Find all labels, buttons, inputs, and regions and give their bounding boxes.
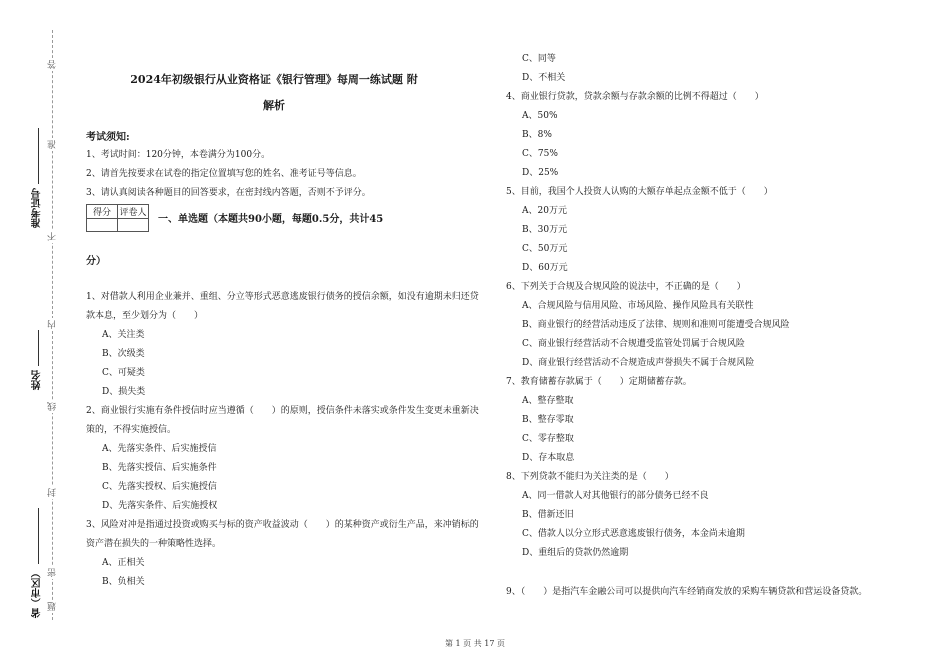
left-column <box>86 70 486 592</box>
title-line: 2024年初级银行从业资格证《银行管理》每周一练试题 附 <box>130 73 418 86</box>
answer-option[interactable]: A、同一借款人对其他银行的部分债务已经不良 <box>522 491 709 501</box>
notice-item: 3、请认真阅读各种题目的回答要求，在密封线内答题，否则不予评分。 <box>86 188 371 198</box>
binding-margin <box>0 0 80 671</box>
answer-option[interactable]: B、8% <box>522 130 552 140</box>
question-8 <box>506 468 926 563</box>
notice-item: 1、考试时间：120分钟，本卷满分为100分。 <box>86 150 271 160</box>
answer-option[interactable]: D、存本取息 <box>522 453 575 463</box>
name-field[interactable] <box>38 330 39 366</box>
province-label: 省（市区） <box>32 568 43 618</box>
question-stem: 1、对借款人利用企业兼并、重组、分立等形式恶意逃废银行债务的授信余额，如没有逾期未归还贷款本息，至少划分为（ ） <box>86 292 479 321</box>
question-stem: 7、教育储蓄存款属于（ ）定期储蓄存款。 <box>506 377 692 387</box>
question-stem: 2、商业银行实施有条件授信时应当遵循（ ）的原则，授信条件未落实或条件发生变更未重新决策的，不得实施授信。 <box>86 406 479 435</box>
answer-option[interactable]: B、借新还旧 <box>522 510 574 520</box>
answer-option[interactable]: A、整存整取 <box>522 396 574 406</box>
title-line: 解析 <box>263 99 285 112</box>
seal-mark: 密 <box>48 568 58 577</box>
seal-mark: 不 <box>48 232 58 241</box>
seal-mark: 封 <box>48 488 58 497</box>
score-table <box>86 204 149 232</box>
seal-mark: 题 <box>48 602 58 611</box>
exam-number-label: 准考证号 <box>32 188 43 228</box>
grader-header: 评卷人 <box>118 205 149 219</box>
answer-option[interactable]: D、60万元 <box>522 263 568 273</box>
question-stem: 4、商业银行贷款，贷款余额与存款余额的比例不得超过（ ） <box>506 92 764 102</box>
answer-option[interactable]: B、30万元 <box>522 225 568 235</box>
score-header: 得分 <box>87 205 118 219</box>
page-footer: 第 1 页 共 17 页 <box>445 639 505 648</box>
question-7 <box>506 373 926 468</box>
seal-mark: 内 <box>48 320 58 329</box>
page-title <box>104 70 444 116</box>
score-row <box>86 204 486 234</box>
answer-option[interactable]: D、重组后的贷款仍然逾期 <box>522 548 629 558</box>
seal-mark: 答 <box>48 60 58 69</box>
answer-option[interactable]: B、整存零取 <box>522 415 574 425</box>
notice-heading: 考试须知: <box>86 132 130 143</box>
name-label: 姓名 <box>32 370 43 390</box>
province-field[interactable] <box>38 508 39 564</box>
right-column <box>506 50 926 602</box>
answer-option[interactable]: C、75% <box>522 149 558 159</box>
question-5 <box>506 183 926 278</box>
answer-option[interactable]: C、50万元 <box>522 244 568 254</box>
answer-option[interactable]: A、关注类 <box>102 330 145 340</box>
question-stem: 3、风险对冲是指通过投资或购买与标的资产收益波动（ ）的某种资产或衍生产品，来冲销标的资产潜在损失的一种策略性选择。 <box>86 520 479 549</box>
question-stem: 6、下列关于合规及合规风险的说法中，不正确的是（ ） <box>506 282 746 292</box>
answer-option[interactable]: D、商业银行经营活动不合规造成声誉损失不属于合规风险 <box>522 358 755 368</box>
answer-option[interactable]: A、50% <box>522 111 558 121</box>
notice-item: 2、请首先按要求在试卷的指定位置填写您的姓名、准考证号等信息。 <box>86 169 362 179</box>
answer-option[interactable]: A、合规风险与信用风险、市场风险、操作风险具有关联性 <box>522 301 754 311</box>
grader-cell[interactable] <box>118 219 149 232</box>
question-3 <box>86 516 486 592</box>
answer-option[interactable]: D、先落实条件、后实施授权 <box>102 501 218 511</box>
answer-option[interactable]: D、不相关 <box>522 73 566 83</box>
section-heading-tail: 分） <box>86 256 106 267</box>
answer-option[interactable]: C、商业银行经营活动不合规遭受监管处罚属于合规风险 <box>522 339 745 349</box>
answer-option[interactable]: D、损失类 <box>102 387 146 397</box>
exam-number-field[interactable] <box>38 128 39 184</box>
answer-option[interactable]: B、先落实授信、后实施条件 <box>102 463 217 473</box>
answer-option[interactable]: B、商业银行的经营活动违反了法律、规则和准则可能遭受合规风险 <box>522 320 790 330</box>
question-2 <box>86 402 486 516</box>
question-6 <box>506 278 926 373</box>
answer-option[interactable]: C、零存整取 <box>522 434 574 444</box>
question-9-stem: 9、（ ）是指汽车金融公司可以提供向汽车经销商发放的采购车辆贷款和营运设备贷款。 <box>506 587 868 597</box>
answer-option[interactable]: B、次级类 <box>102 349 145 359</box>
answer-option[interactable]: C、先落实授权、后实施授信 <box>102 482 217 492</box>
seal-mark: 线 <box>48 402 58 411</box>
answer-option[interactable]: A、正相关 <box>102 558 145 568</box>
answer-option[interactable]: B、负相关 <box>102 577 145 587</box>
answer-option[interactable]: C、同等 <box>522 54 556 64</box>
section-heading: 一、单选题（本题共90小题，每题0.5分，共计45 <box>158 214 384 225</box>
answer-option[interactable]: C、借款人以分立形式恶意逃废银行债务，本金尚未逾期 <box>522 529 745 539</box>
answer-option[interactable]: D、25% <box>522 168 559 178</box>
answer-option[interactable]: A、20万元 <box>522 206 567 216</box>
answer-option[interactable]: C、可疑类 <box>102 368 145 378</box>
question-1 <box>86 288 486 402</box>
answer-option[interactable]: A、先落实条件、后实施授信 <box>102 444 217 454</box>
question-stem: 5、目前，我国个人投资人认购的大额存单起点金额不低于（ ） <box>506 187 773 197</box>
question-stem: 8、下列贷款不能归为关注类的是（ ） <box>506 472 674 482</box>
question-4 <box>506 88 926 183</box>
seal-mark: 准 <box>48 140 58 149</box>
score-cell[interactable] <box>87 219 118 232</box>
